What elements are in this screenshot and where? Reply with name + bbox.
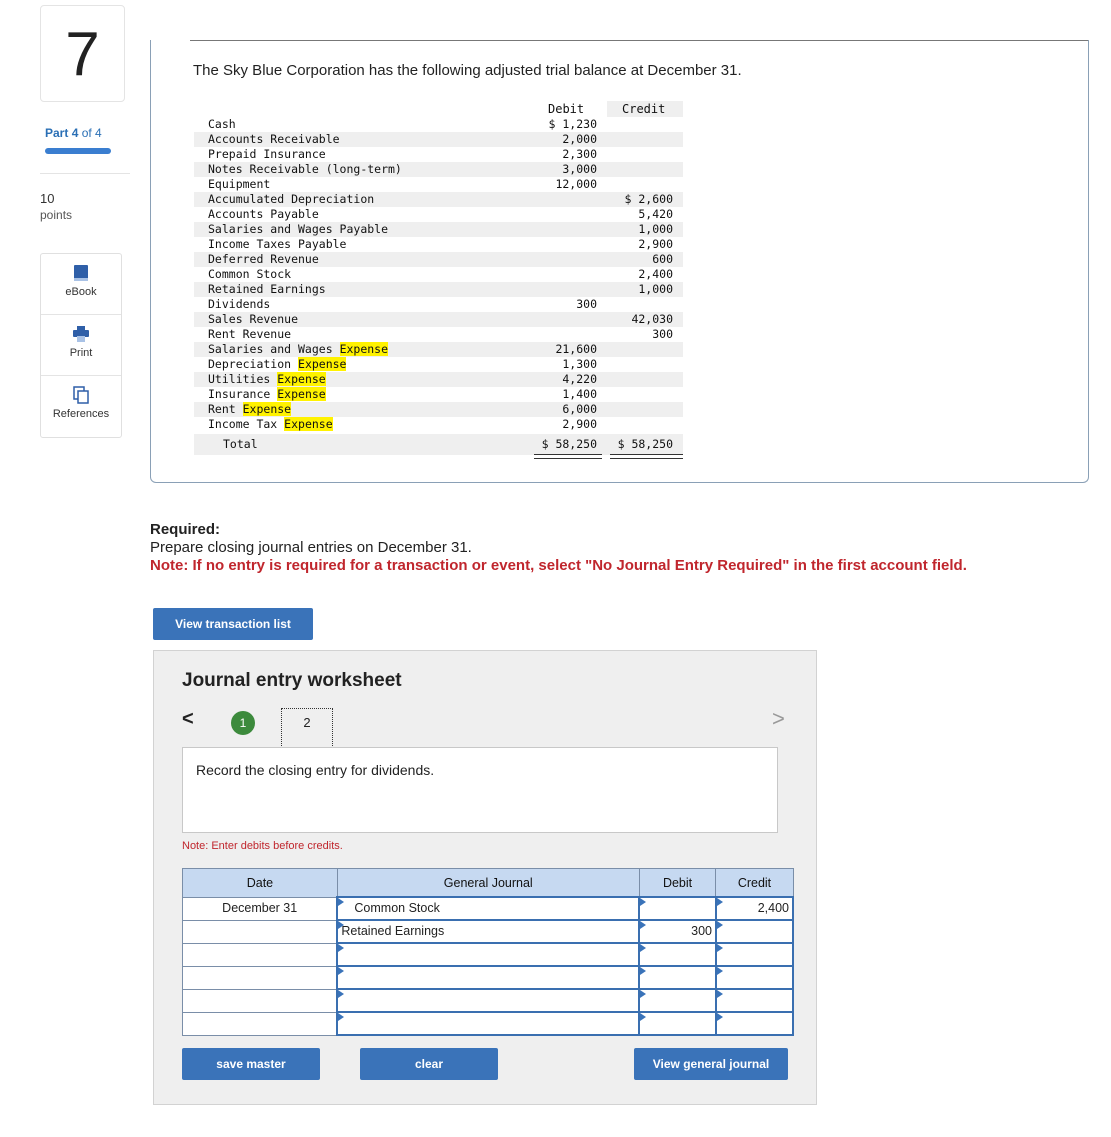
enter-debits-note: Note: Enter debits before credits. [182, 840, 343, 852]
debit-input[interactable] [639, 1012, 716, 1035]
date-cell [183, 966, 338, 989]
trial-balance-row [194, 342, 683, 357]
account-name [208, 357, 346, 372]
trial-balance-row [194, 417, 683, 432]
account-text: Sales Revenue [208, 312, 299, 326]
dropdown-marker-icon [338, 944, 344, 952]
dropdown-marker-icon [338, 967, 344, 975]
dropdown-marker-icon [640, 921, 646, 929]
part-of: of 4 [81, 126, 102, 140]
credit-amount: 1,000 [638, 222, 673, 236]
total-debit-underline [534, 454, 602, 459]
account-select[interactable] [337, 1012, 639, 1035]
debit-amount: 21,600 [555, 342, 597, 356]
step-2-button[interactable]: 2 [281, 708, 333, 748]
date-cell [183, 943, 338, 966]
account-text: Accounts Receivable [208, 132, 340, 146]
col-general-journal: General Journal [337, 869, 639, 898]
account-name [208, 267, 291, 282]
part-label: Part [45, 126, 69, 140]
credit-input[interactable] [716, 989, 793, 1012]
account-name [208, 252, 319, 267]
trial-balance-row [194, 312, 683, 327]
account-name [208, 372, 326, 387]
dropdown-marker-icon [640, 990, 646, 998]
account-name [208, 222, 388, 237]
trial-balance-row [194, 402, 683, 417]
credit-header: Credit [622, 102, 666, 116]
credit-amount: $ 2,600 [624, 192, 673, 206]
dropdown-marker-icon [717, 1013, 723, 1021]
dropdown-marker-icon [338, 990, 344, 998]
date-cell [183, 1012, 338, 1035]
clear-button[interactable]: clear [360, 1048, 498, 1080]
debit-amount: 2,900 [562, 417, 597, 431]
credit-input[interactable] [716, 943, 793, 966]
col-debit: Debit [639, 869, 716, 898]
trial-balance-row [194, 177, 683, 192]
trial-balance-row [194, 297, 683, 312]
trial-balance-row [194, 282, 683, 297]
debit-input[interactable] [639, 920, 716, 943]
credit-amount: 300 [652, 327, 673, 341]
debit-input[interactable] [639, 989, 716, 1012]
points-value: 10 [40, 191, 55, 206]
worksheet-title: Journal entry worksheet [182, 670, 402, 691]
journal-entry-table [182, 868, 794, 1036]
trial-balance-body [194, 117, 683, 432]
journal-row [183, 920, 794, 943]
trial-balance-row [194, 357, 683, 372]
debit-amount: 6,000 [562, 402, 597, 416]
tools-panel [40, 253, 122, 438]
print-label: Print [69, 347, 93, 359]
debit-input[interactable] [639, 943, 716, 966]
account-name [208, 177, 270, 192]
trial-balance-row [194, 252, 683, 267]
trial-balance-row [194, 192, 683, 207]
dropdown-marker-icon [640, 967, 646, 975]
print-button[interactable] [41, 315, 121, 376]
journal-row [183, 966, 794, 989]
debit-header: Debit [548, 102, 585, 116]
highlighted-term: Expense [277, 372, 326, 386]
dropdown-marker-icon [717, 898, 723, 906]
account-name [208, 147, 326, 162]
account-text: Cash [208, 117, 236, 131]
account-text: Depreciation [208, 357, 299, 371]
dropdown-marker-icon [717, 990, 723, 998]
account-name [208, 162, 402, 177]
date-cell [183, 897, 338, 920]
highlighted-term: Expense [339, 342, 389, 356]
account-name [208, 192, 374, 207]
account-name [208, 342, 388, 357]
next-step-chevron-icon[interactable]: > [772, 706, 785, 731]
account-text: Notes Receivable (long-term) [208, 162, 402, 176]
credit-amount: 2,900 [638, 237, 673, 251]
date-cell-value: December 31 [222, 900, 298, 915]
dropdown-marker-icon [717, 944, 723, 952]
credit-amount: 600 [652, 252, 673, 266]
view-general-journal-button[interactable]: View general journal [634, 1048, 788, 1080]
debit-amount: 300 [576, 297, 597, 311]
account-select-value: Common Stock [354, 901, 440, 915]
step-1-button[interactable]: 1 [231, 711, 255, 735]
trial-balance-row [194, 147, 683, 162]
required-text: Prepare closing journal entries on December 31. [150, 539, 472, 556]
required-note: Note: If no entry is required for a transaction or event, select "No Journal Entry Required" in the first account field. [150, 557, 967, 574]
trial-balance-row [194, 327, 683, 342]
account-text: Prepaid Insurance [208, 147, 326, 161]
copy-icon [72, 386, 90, 404]
account-text: Common Stock [208, 267, 292, 281]
debit-amount: $ 1,230 [548, 117, 597, 131]
account-name [208, 402, 291, 417]
ebook-button[interactable] [41, 254, 121, 315]
debit-input[interactable] [639, 897, 716, 920]
account-text: Rent [208, 402, 243, 416]
credit-amount: 2,400 [638, 267, 673, 281]
view-transaction-list-button[interactable]: View transaction list [153, 608, 313, 640]
date-cell [183, 920, 338, 943]
trial-balance-row [194, 237, 683, 252]
dropdown-marker-icon [717, 921, 723, 929]
total-label: Total [223, 437, 258, 451]
credit-input[interactable] [716, 966, 793, 989]
account-text: Salaries and Wages [208, 342, 340, 356]
part-current: 4 [71, 126, 79, 140]
instruction-box [182, 747, 778, 833]
journal-row [183, 989, 794, 1012]
account-text: Equipment [208, 177, 271, 191]
debit-amount: 1,400 [562, 387, 597, 401]
account-select[interactable] [337, 943, 639, 966]
debit-amount: 3,000 [562, 162, 597, 176]
account-text: Utilities [208, 372, 278, 386]
trial-balance-row [194, 267, 683, 282]
required-title: Required: [150, 521, 221, 538]
question-number: 7 [40, 5, 125, 102]
part-indicator [45, 126, 102, 140]
date-cell [183, 989, 338, 1012]
dropdown-marker-icon [338, 898, 344, 906]
account-select[interactable] [337, 966, 639, 989]
references-button[interactable] [41, 376, 121, 437]
points-label: points [40, 208, 73, 222]
credit-amount: 1,000 [638, 282, 673, 296]
references-label: References [52, 408, 110, 420]
account-name [208, 282, 326, 297]
printer-icon [72, 325, 90, 343]
account-select-value: Retained Earnings [341, 924, 445, 938]
account-text: Rent Revenue [208, 327, 292, 341]
trial-balance-header [194, 101, 683, 117]
dropdown-marker-icon [640, 944, 646, 952]
account-text: Salaries and Wages Payable [208, 222, 389, 236]
trial-balance-row [194, 387, 683, 402]
journal-row [183, 1012, 794, 1035]
save-master-button[interactable]: save master [182, 1048, 320, 1080]
ebook-label: eBook [65, 286, 97, 298]
account-text: Accumulated Depreciation [208, 192, 375, 206]
credit-amount: 5,420 [638, 207, 673, 221]
account-name [208, 117, 236, 132]
credit-input[interactable] [716, 1012, 793, 1035]
problem-intro: The Sky Blue Corporation has the following adjusted trial balance at December 31. [193, 62, 742, 79]
account-text: Income Taxes Payable [208, 237, 347, 251]
account-text: Income Tax [208, 417, 285, 431]
highlighted-term: Expense [284, 417, 333, 431]
dropdown-marker-icon [640, 898, 646, 906]
total-debit: $ 58,250 [541, 437, 597, 451]
account-select[interactable] [337, 920, 639, 943]
instruction-text: Record the closing entry for dividends. [196, 762, 435, 778]
account-select[interactable] [337, 897, 639, 920]
account-text: Dividends [208, 297, 271, 311]
sidebar-divider [40, 173, 130, 174]
journal-row [183, 897, 794, 920]
account-text: Deferred Revenue [208, 252, 319, 266]
credit-input[interactable] [716, 897, 793, 920]
col-credit: Credit [716, 869, 793, 898]
debit-input[interactable] [639, 966, 716, 989]
account-select[interactable] [337, 989, 639, 1012]
highlighted-term: Expense [277, 387, 326, 401]
account-name [208, 132, 340, 147]
account-text: Retained Earnings [208, 282, 326, 296]
dropdown-marker-icon [717, 967, 723, 975]
account-name [208, 327, 291, 342]
total-credit: $ 58,250 [617, 437, 673, 451]
account-text: Accounts Payable [208, 207, 319, 221]
trial-balance-row [194, 372, 683, 387]
col-date: Date [183, 869, 338, 898]
dropdown-marker-icon [640, 1013, 646, 1021]
debit-amount: 2,000 [562, 132, 597, 146]
journal-header-row [183, 869, 794, 898]
trial-balance-row [194, 162, 683, 177]
credit-input[interactable] [716, 920, 793, 943]
debit-amount: 2,300 [562, 147, 597, 161]
book-icon [72, 264, 90, 282]
trial-balance-row [194, 132, 683, 147]
highlighted-term: Expense [298, 357, 347, 371]
account-name [208, 207, 319, 222]
dropdown-marker-icon [338, 1013, 344, 1021]
trial-balance-table [194, 101, 683, 455]
trial-balance-row [194, 117, 683, 132]
part-progress-bar [45, 148, 111, 154]
highlighted-term: Expense [242, 402, 292, 416]
account-name [208, 387, 326, 402]
debit-amount: 4,220 [562, 372, 597, 386]
trial-balance-row [194, 207, 683, 222]
account-name [208, 297, 270, 312]
debit-amount: 1,300 [562, 357, 597, 371]
journal-row [183, 943, 794, 966]
debit-input-value: 300 [691, 924, 712, 938]
trial-balance-row [194, 222, 683, 237]
debit-amount: 12,000 [555, 177, 597, 191]
account-name [208, 237, 346, 252]
account-name [208, 417, 333, 432]
total-credit-underline [610, 454, 683, 459]
previous-step-chevron-icon[interactable]: < [182, 708, 194, 730]
account-text: Insurance [208, 387, 278, 401]
credit-input-value: 2,400 [757, 901, 789, 915]
trial-balance-total-row [194, 434, 683, 455]
account-name [208, 312, 298, 327]
credit-amount: 42,030 [631, 312, 673, 326]
